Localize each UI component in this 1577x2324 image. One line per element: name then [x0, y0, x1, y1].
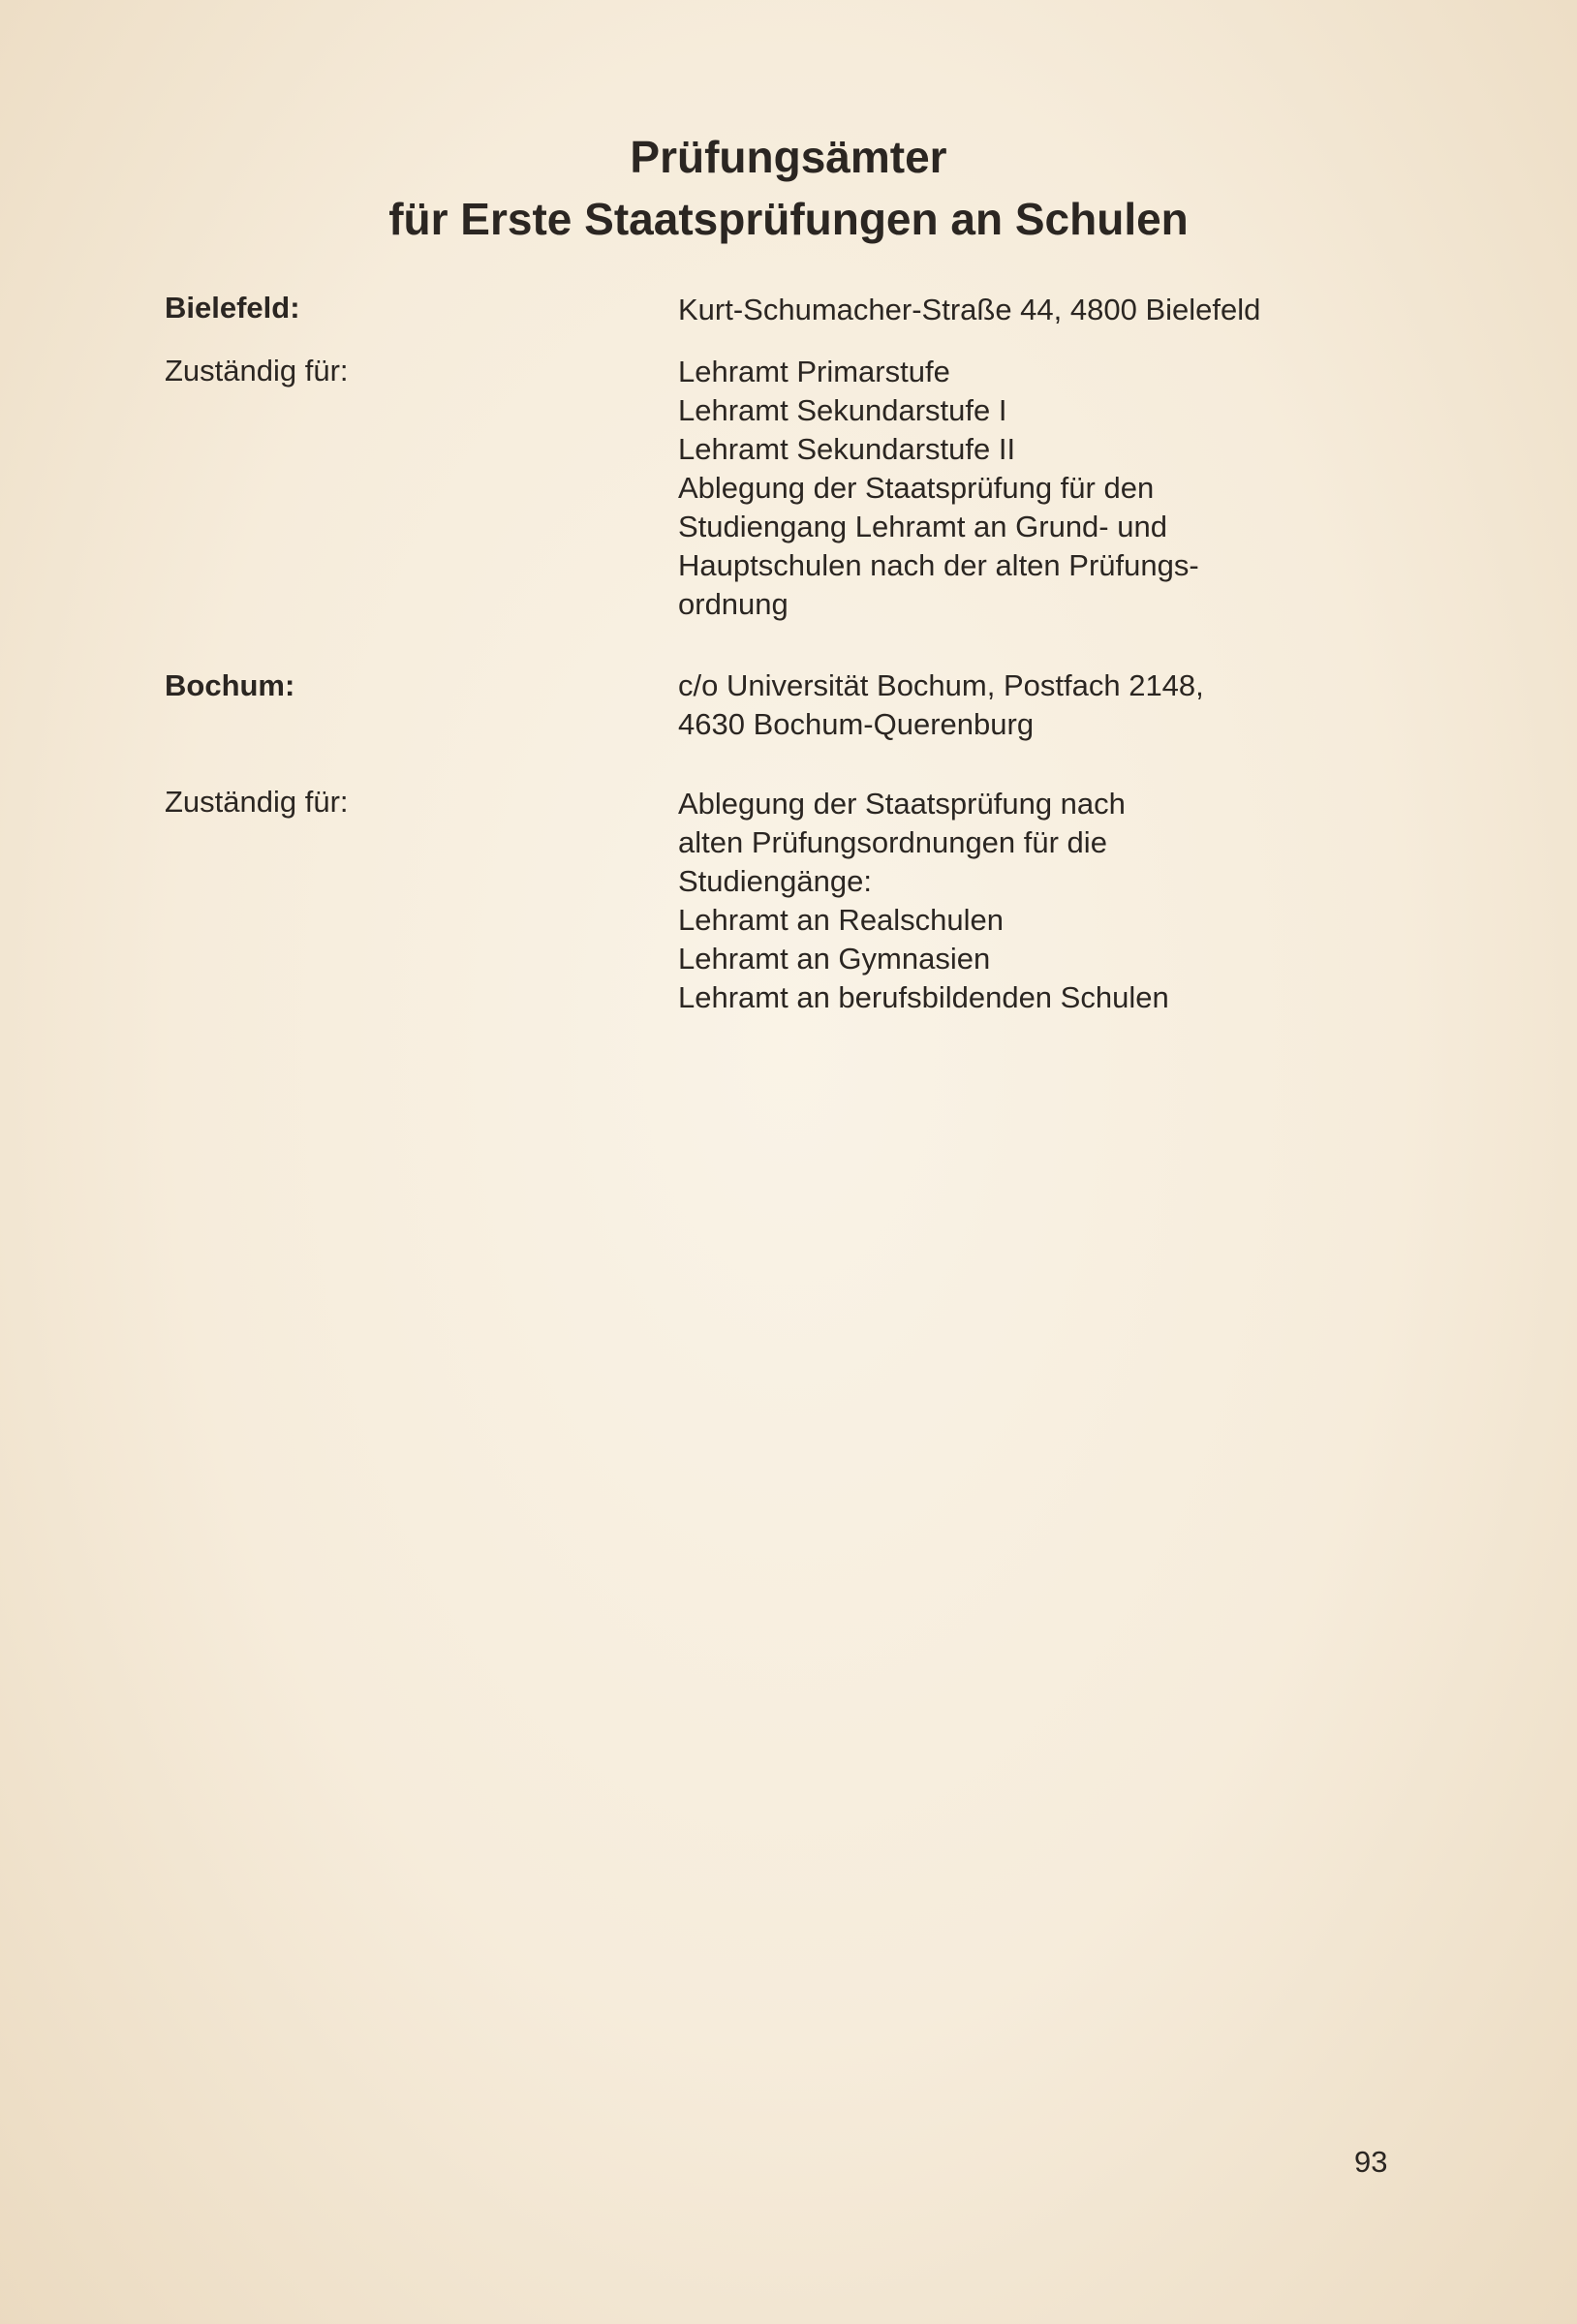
- address-bochum: [678, 666, 1376, 744]
- page-number: 93: [1354, 2145, 1388, 2179]
- address-bielefeld: [678, 291, 1376, 329]
- responsible-line: Lehramt Primarstufe: [678, 355, 950, 388]
- responsible-line: Ablegung der Staatsprüfung für den: [678, 471, 1155, 505]
- city-label-bochum: Bochum:: [165, 668, 295, 702]
- responsible-label-bielefeld: Zuständig für:: [165, 354, 349, 387]
- responsible-line: Studiengänge:: [678, 864, 872, 898]
- responsible-line: Lehramt an Realschulen: [678, 903, 1005, 937]
- page-title-line-2: für Erste Staatsprüfungen an Schulen: [388, 194, 1189, 244]
- responsible-line: Lehramt an berufsbildenden Schulen: [678, 980, 1169, 1014]
- responsible-line: Lehramt Sekundarstufe II: [678, 432, 1016, 466]
- responsible-line: ordnung: [678, 587, 788, 621]
- responsible-list-bielefeld: [678, 353, 1376, 624]
- address-line: 4630 Bochum-Querenburg: [678, 707, 1035, 741]
- responsible-label-bochum: Zuständig für:: [165, 785, 349, 819]
- responsible-line: Hauptschulen nach der alten Prüfungs-: [678, 548, 1199, 582]
- responsible-line: Lehramt an Gymnasien: [678, 942, 991, 976]
- responsible-list-bochum: [678, 785, 1376, 1017]
- responsible-line: Studiengang Lehramt an Grund- und: [678, 510, 1167, 543]
- address-line: Kurt-Schumacher-Straße 44, 4800 Bielefeld: [678, 293, 1261, 326]
- responsible-line: alten Prüfungsordnungen für die: [678, 825, 1107, 859]
- city-label-bielefeld: Bielefeld:: [165, 291, 300, 325]
- responsible-line: Ablegung der Staatsprüfung nach: [678, 787, 1126, 821]
- page-title-line-1: Prüfungsämter: [630, 132, 947, 182]
- address-line: c/o Universität Bochum, Postfach 2148,: [678, 668, 1204, 702]
- responsible-line: Lehramt Sekundarstufe I: [678, 393, 1007, 427]
